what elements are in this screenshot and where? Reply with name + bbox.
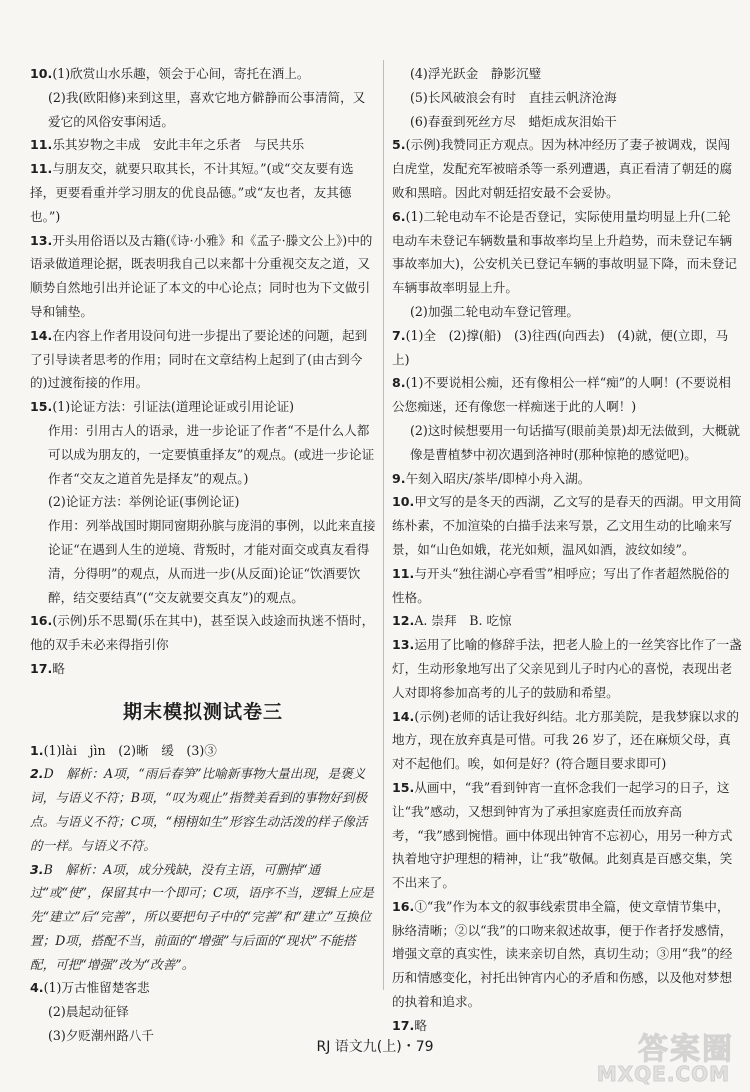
answer-text: D 解析：A项，“雨后春笋”比喻新事物大量出现，是褒义词，与语义不符；B项，“叹为观止”指赞美看到的事物好到极点。与语义不符；C项，“栩栩如生”形容生动活泼的样子像活的一样。与语义不符。 — [30, 766, 368, 853]
answer-number: 17. — [30, 660, 53, 676]
answer-15r — [392, 776, 742, 895]
answer-number: 14. — [392, 708, 415, 724]
answer-text: 与开头“独往湖心亭看雪”相呼应；写出了作者超然脱俗的性格。 — [392, 565, 730, 605]
answer-number: 1. — [30, 742, 44, 758]
answer-text: 从画中，“我”看到钟宵一直怀念我们一起学习的日子，这让“我”感动，又想到钟宵为了承担家庭责任而放弃高考，“我”感到惋惜。画中体现出钟宵不忘初心，用另一种方式执着地守护理想的精神，让“我”敬佩。此刻真是百感交集，笑不出来了。 — [392, 779, 733, 891]
answer-number: 15. — [392, 779, 415, 795]
page-footer: RJ 语文九(上)・79 — [316, 1039, 434, 1055]
answer-text: A. 崇拜 B. 吃惊 — [414, 613, 512, 629]
answer-12r — [392, 609, 742, 633]
answer-number: 11. — [392, 565, 415, 581]
right-column — [392, 62, 742, 1038]
answer-8 — [392, 371, 742, 466]
answer-text: 略 — [52, 660, 65, 676]
answer-number: 7. — [392, 327, 406, 343]
answer-text: (示例)乐不思蜀(乐在其中)，甚至误入歧途而执迷不悟时，他的双手未必来得指引你 — [30, 613, 375, 653]
answer-number: 15. — [30, 399, 53, 415]
left-column — [30, 62, 376, 1048]
answer-text: (1)二轮电动车不论是否登记，实际使用量均明显上升(二轮电动车未登记车辆数量和事故率均呈上升趋势，而未登记车辆事故率加大)，公安机关已登记车辆的事故明显下降，而未登记车辆事故率明显上升。 — [392, 208, 737, 296]
answer-14r — [392, 705, 742, 776]
answer-text: (2)这时候想要用一句话描写(眼前美景)却无法做到，大概就像是曹植梦中初次遇到洛神时(那种惊艳的感觉吧)。 — [410, 422, 740, 462]
answer-s4-cont — [392, 62, 742, 133]
answer-text: (2)晨起动征铎 — [48, 1004, 129, 1020]
answer-text: B 解析：A项，成分残缺，没有主语，可删掉“通过”或“使”，保留其中一个即可；C项，语序不当，逻辑上应是先“建立”后“完善”，所以要把句子中的“完善”和“建立”互换位置；D项，搭配不当，前面的“增强”与后面的“现状”不能搭配，可把“增强”改为“改善”。 — [30, 861, 374, 972]
answer-text: (1)lài jìn (2)晰 缓 (3)③ — [43, 742, 217, 758]
answer-text: 作用：列举战国时期同窗期孙膑与庞涓的事例，以此来直接论证“在遇到人生的逆境、背叛时，才能对面交或真友看得清，分得明”的观点，从而进一步(从反面)论证“饮酒要饮醉，结交要结真”(“交友就要交真友”)的观点。 — [48, 518, 376, 605]
answer-10r — [392, 490, 742, 561]
answer-number: 13. — [392, 637, 415, 653]
answer-number: 14. — [30, 327, 53, 343]
answer-number: 16. — [30, 613, 53, 629]
answer-text: (6)春蚕到死丝方尽 蜡炬成灰泪始干 — [410, 113, 617, 129]
answer-text: 运用了比喻的修辞手法，把老人脸上的一丝笑容比作了一盏灯，生动形象地写出了父亲见到儿子时内心的喜悦，表现出老人对即将参加高考的儿子的鼓励和希望。 — [392, 637, 742, 700]
answer-text: (1)万古惟留楚客悲 — [43, 980, 150, 996]
answer-number: 11. — [30, 161, 53, 177]
answer-text: ①“我”作为本文的叙事线索贯串全篇，使文章情节集中，脉络清晰；②以“我”的口吻来叙述故事，便于作者抒发感情，增强文章的真实性，读来亲切自然，真切生动；③用“我”的经历和情感变化，衬托出钟宵内心的矛盾和伤感，以及他对梦想的执着和追求。 — [392, 898, 733, 1010]
answer-s1 — [30, 739, 376, 763]
answer-7 — [392, 324, 742, 372]
section-title: 期末模拟测试卷三 — [122, 700, 283, 723]
answer-text: (1)论证方法：引证法(道理论证或引用论证) — [52, 399, 295, 415]
answer-number: 3. — [30, 861, 44, 877]
answer-s2 — [30, 762, 376, 857]
watermark-logo — [590, 1024, 740, 1086]
answer-text: (5)长风破浪会有时 直挂云帆济沧海 — [410, 89, 617, 105]
answer-number: 8. — [392, 375, 406, 391]
answer-number: 10. — [30, 66, 53, 81]
answer-text: (2)我(欧阳修)来到这里，喜欢它地方僻静而公事清简，又爱它的风俗安事闲适。 — [48, 89, 366, 129]
answer-text: 午刻入昭庆/茶毕/即棹小舟入湖。 — [405, 470, 591, 486]
answer-number: 17. — [392, 1017, 415, 1033]
answer-text: 作用：引用古人的语录，进一步论证了作者“不是什么人都可以成为朋友的，一定要慎重择友”的观点。(或进一步论证作者“交友之道首先是择友”的观点。) — [48, 422, 375, 486]
answer-6 — [392, 205, 742, 324]
answer-9 — [392, 467, 742, 491]
answer-text: (3)夕贬潮州路八千 — [48, 1028, 154, 1044]
answer-text: 乐其岁物之丰成 安此丰年之乐者 与民共乐 — [52, 137, 305, 153]
watermark-bottom-text: MXQE.COM — [596, 1062, 730, 1086]
answer-13r — [392, 633, 742, 704]
answer-text: (4)浮光跃金 静影沉璧 — [410, 66, 542, 81]
answer-number: 13. — [30, 232, 53, 248]
answer-text: (1)欣赏山水乐趣，领会于心间，寄托在酒上。 — [52, 66, 310, 81]
answer-number: 11. — [30, 137, 53, 153]
answer-text: (1)不要说相公痴，还有像相公一样“痴”的人啊！(不要说相公您痴迷，还有像您一样痴迷于此的人啊！) — [392, 375, 731, 415]
answer-text: (2)加强二轮电动车登记管理。 — [410, 303, 579, 319]
answer-15 — [30, 395, 376, 609]
answer-text: 与朋友交，就要只取其长，不计其短。”(或“交友要有选择，更要看重并学习朋友的优良品德。”或“友也者，友其德也。”) — [30, 161, 354, 224]
watermark-top-text: 答案圈 — [638, 1032, 734, 1067]
answer-number: 10. — [392, 494, 415, 510]
answer-text: 甲文写的是冬天的西湖，乙文写的是春天的西湖。甲文用简练朴素，不加渲染的白描手法来写景，乙文用生动的比喻来写景，如“山色如娥，花光如颊，温风如酒，波纹如绫”。 — [392, 494, 742, 557]
answer-text: 略 — [414, 1017, 427, 1033]
answer-11a — [30, 133, 376, 157]
answer-number: 9. — [392, 470, 406, 486]
answer-5 — [392, 133, 742, 204]
answer-text: 在内容上作者用设问句进一步提出了要论述的问题，起到了引导读者思考的作用；同时在文章结构上起到了(由古到今的)过渡衔接的作用。 — [30, 327, 368, 391]
answer-16 — [30, 609, 376, 657]
answer-text: (示例)老师的话让我好纠结。北方那美院，是我梦寐以求的地方，现在放弃真是可惜。可我 26 岁了，还在麻烦父母，真对不起他们。唉，如何是好？(符合题目要求即可) — [392, 708, 739, 772]
answer-s3 — [30, 858, 376, 977]
answer-text: (示例)我赞同正方观点。因为林冲经历了妻子被调戏，误闯白虎堂，发配充军被暗杀等一系列遭遇，真正看清了朝廷的腐败和黑暗。因此对朝廷招安最不会妥协。 — [392, 137, 733, 200]
answer-text: (2)论证方法：举例论证(事例论证) — [48, 494, 240, 510]
answer-number: 2. — [30, 766, 44, 782]
answer-number: 6. — [392, 208, 406, 224]
answer-number: 12. — [392, 613, 415, 629]
answer-14 — [30, 324, 376, 395]
answer-16r — [392, 895, 742, 1014]
answer-13 — [30, 229, 376, 324]
answer-17 — [30, 657, 376, 681]
answer-number: 16. — [392, 898, 415, 914]
answer-11r — [392, 562, 742, 610]
answer-number: 5. — [392, 137, 406, 153]
answer-11b — [30, 157, 376, 228]
answer-number: 4. — [30, 980, 44, 996]
answer-10 — [30, 62, 376, 133]
column-divider — [383, 60, 384, 990]
answer-text: 开头用俗语以及古籍(《诗·小雅》和《孟子·滕文公上》)中的语录做道理论据，既表明我自己以来都十分重视交友之道，又顺势自然地引出并论证了本文的中心论点；同时也为下文做引导和铺垫。 — [30, 232, 373, 319]
answer-text: (1)全 (2)撑(船) (3)往西(向西去) (4)就，便(立即，马上) — [392, 327, 729, 367]
